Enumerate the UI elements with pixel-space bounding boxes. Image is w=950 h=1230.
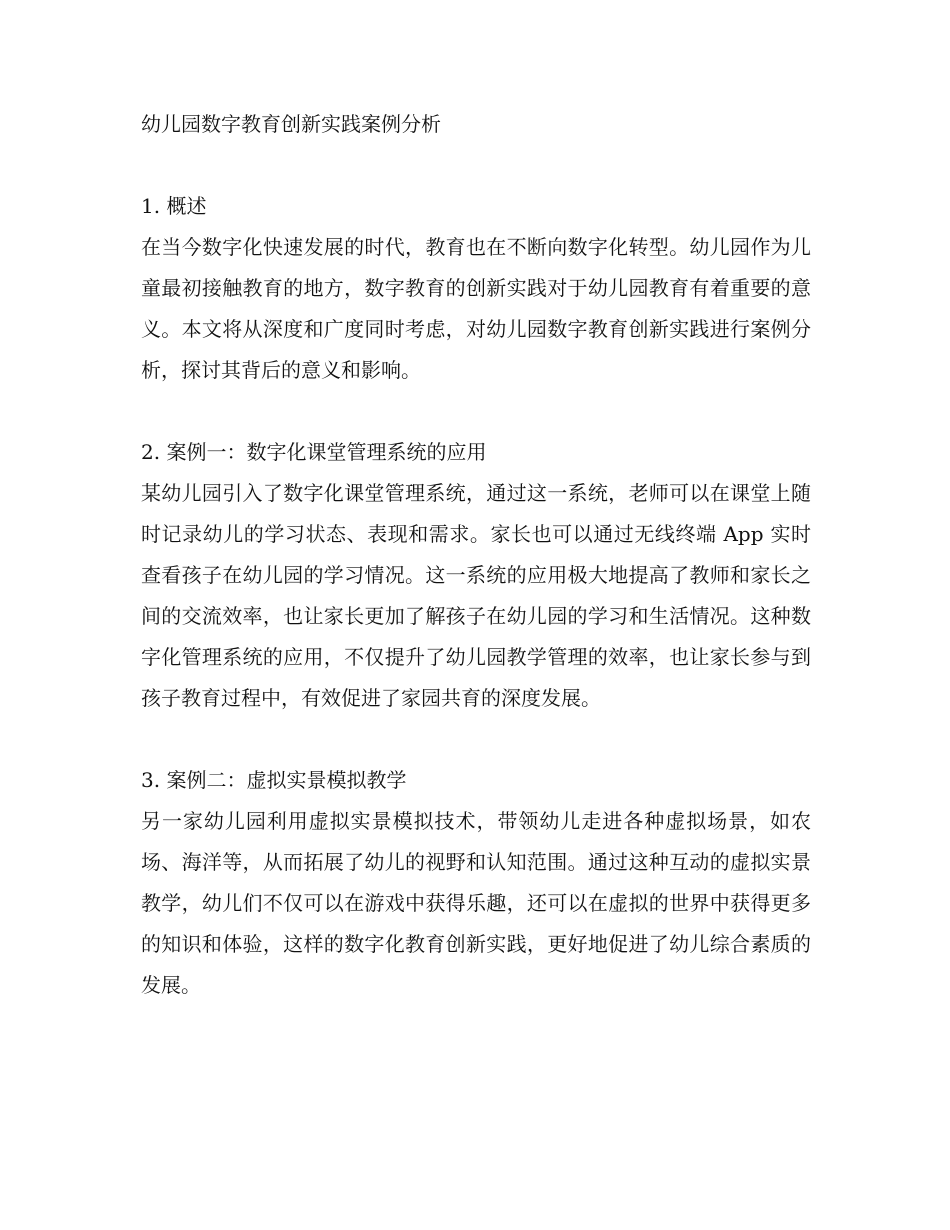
section-case-one: [141, 432, 811, 719]
section-heading: 1. 概述: [141, 194, 207, 218]
section-body: 某幼儿园引入了数字化课堂管理系统，通过这一系统，老师可以在课堂上随时记录幼儿的学习状态、表现和需求。家长也可以通过无线终端 App 实时查看孩子在幼儿园的学习情况。这一系统的应用极大地提高了教师和家长之间的交流效率，也让家长更加了解孩子在幼儿园的学习和生活情况。这种数字化管理系统的应用，不仅提升了幼儿园教学管理的效率，也让家长参与到孩子教育过程中，有效促进了家园共育的深度发展。: [141, 481, 811, 710]
section-heading: 2. 案例一：数字化课堂管理系统的应用: [141, 440, 487, 464]
section-body: 另一家幼儿园利用虚拟实景模拟技术，带领幼儿走进各种虚拟场景，如农场、海洋等，从而拓展了幼儿的视野和认知范围。通过这种互动的虚拟实景教学，幼儿们不仅可以在游戏中获得乐趣，还可以在虚拟的世界中获得更多的知识和体验，这样的数字化教育创新实践，更好地促进了幼儿综合素质的发展。: [141, 809, 811, 997]
document-page: [141, 104, 811, 1006]
section-heading: 3. 案例二：虚拟实景模拟教学: [141, 768, 407, 792]
section-overview: [141, 186, 811, 391]
section-body: 在当今数字化快速发展的时代，教育也在不断向数字化转型。幼儿园作为儿童最初接触教育的地方，数字教育的创新实践对于幼儿园教育有着重要的意义。本文将从深度和广度同时考虑，对幼儿园数字教育创新实践进行案例分析，探讨其背后的意义和影响。: [141, 235, 811, 382]
section-case-two: [141, 760, 811, 1006]
document-title: 幼儿园数字教育创新实践案例分析: [141, 112, 441, 136]
